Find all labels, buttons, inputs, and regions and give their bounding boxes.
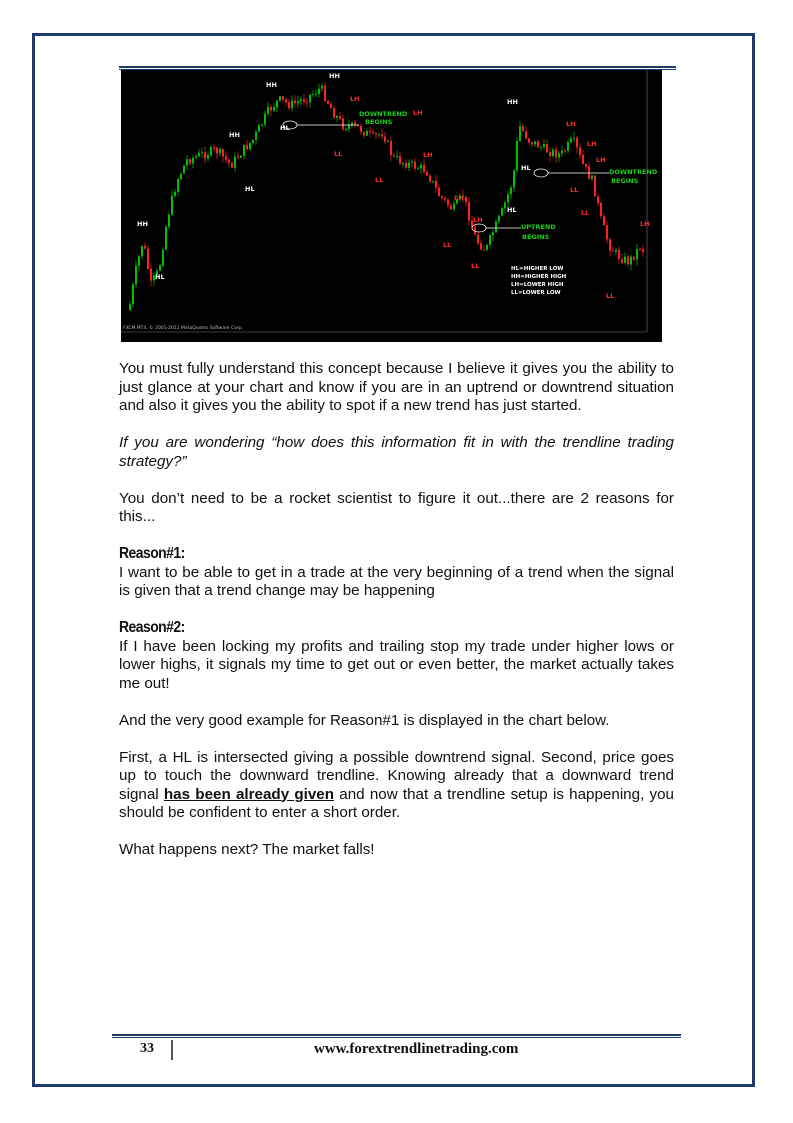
- candle-body: [240, 156, 242, 158]
- candle-body: [282, 96, 284, 99]
- candle-body: [612, 251, 614, 252]
- candle-body: [381, 134, 383, 136]
- candle-body: [168, 215, 170, 227]
- candle-body: [225, 156, 227, 159]
- question-italic: If you are wondering “how does this information fit in with the trendline trading strategy?”: [119, 434, 674, 470]
- uptrend-annotation-b: BEGINS: [522, 233, 550, 241]
- paragraph-explanation: [119, 749, 674, 823]
- candle-body: [234, 157, 236, 168]
- candle-body: [192, 158, 194, 164]
- candle-body: [624, 257, 626, 263]
- candle-body: [546, 144, 548, 152]
- candle-body: [432, 181, 434, 182]
- candle-body: [258, 125, 260, 132]
- swing-label: HL: [521, 164, 531, 172]
- swing-label: LH: [640, 220, 650, 228]
- candle-body: [366, 131, 368, 136]
- swing-label: LL: [443, 241, 452, 249]
- candle-body: [516, 141, 518, 171]
- downtrend-annotation-1a: DOWNTREND: [359, 110, 408, 118]
- candle-body: [492, 232, 494, 235]
- candle-body: [360, 126, 362, 132]
- candle-body: [519, 126, 521, 141]
- candle-body: [213, 147, 215, 148]
- legend-item-hl: HL=HIGHER LOW: [511, 266, 564, 272]
- candle-body: [504, 202, 506, 208]
- candle-body: [480, 243, 482, 249]
- candle-body: [639, 249, 641, 250]
- candle-body: [267, 107, 269, 114]
- candle-body: [627, 257, 629, 265]
- downtrend-annotation-2b: BEGINS: [611, 177, 639, 185]
- candle-body: [216, 148, 218, 154]
- article-body: [119, 360, 674, 878]
- candle-body: [540, 147, 542, 148]
- candle-body: [231, 163, 233, 168]
- candle-body: [495, 222, 497, 233]
- candle-body: [393, 155, 395, 156]
- candle-body: [417, 168, 419, 169]
- footer-website: www.forextrendlinetrading.com: [314, 1041, 519, 1057]
- reason2-body: If I have been locking my profits and trailing stop my trade under higher lows or lower highs, it signals my time to get out or even better, the market actually takes me out!: [119, 637, 674, 692]
- candle-body: [465, 197, 467, 202]
- candle-body: [249, 143, 251, 149]
- candle-body: [309, 95, 311, 102]
- candle-body: [537, 141, 539, 147]
- candle-body: [384, 136, 386, 141]
- candle-body: [174, 192, 176, 196]
- candle-body: [573, 138, 575, 139]
- swing-labels: [137, 72, 650, 300]
- candle-body: [510, 188, 512, 195]
- candle-body: [429, 176, 431, 182]
- candle-body: [552, 150, 554, 156]
- candle-body: [402, 163, 404, 164]
- swing-label: LH: [473, 216, 483, 224]
- candle-body: [396, 156, 398, 157]
- explanation-part-a: First, a HL is intersected giving a possible downtrend signal. Second, price goes up to touch the downward trendline. Knowing already that a downward trend signal: [119, 748, 674, 803]
- candle-body: [618, 250, 620, 259]
- candle-body: [171, 196, 173, 215]
- candle-body: [525, 131, 527, 138]
- candle-body: [315, 94, 317, 95]
- candle-body: [405, 163, 407, 168]
- swing-label: LH: [350, 95, 360, 103]
- swing-label: LL: [375, 176, 384, 184]
- swing-label: HL: [155, 273, 165, 281]
- candle-body: [297, 101, 299, 103]
- reason1-body: I want to be able to get in a trade at the very beginning of a trend when the signal is given that a trend change may be happening: [119, 563, 674, 599]
- swing-label: LH: [413, 109, 423, 117]
- candle-body: [447, 200, 449, 206]
- swing-label: LH: [587, 140, 597, 148]
- swing-label: LH: [454, 194, 464, 202]
- candle-body: [615, 250, 617, 252]
- swing-label: LL: [471, 262, 480, 270]
- candle-body: [327, 101, 329, 104]
- candle-body: [507, 194, 509, 202]
- candle-body: [501, 208, 503, 215]
- candle-body: [438, 188, 440, 196]
- candle-body: [264, 114, 266, 125]
- legend-item-hh: HH=HIGHER HIGH: [511, 274, 567, 280]
- candle-body: [342, 118, 344, 129]
- candle-body: [336, 116, 338, 118]
- candle-body: [609, 239, 611, 250]
- candle-body: [348, 125, 350, 129]
- chart-canvas: [121, 70, 662, 342]
- legend-item-ll: LL=LOWER LOW: [511, 290, 561, 296]
- swing-label: LH: [596, 156, 606, 164]
- candle-body: [483, 249, 485, 250]
- swing-label: HL: [280, 124, 290, 132]
- paragraph-conclusion: What happens next? The market falls!: [119, 841, 375, 858]
- footer-rule: [112, 1034, 681, 1038]
- downtrend-annotation-2a: DOWNTREND: [609, 168, 658, 176]
- swing-label: LL: [334, 150, 343, 158]
- candle-body: [147, 249, 149, 269]
- swing-label: LL: [581, 209, 590, 217]
- candle-body: [180, 174, 182, 180]
- candle-body: [387, 141, 389, 142]
- paragraph-example: And the very good example for Reason#1 is displayed in the chart below.: [119, 711, 610, 729]
- swing-label: LL: [606, 292, 615, 300]
- candle-body: [630, 257, 632, 265]
- candle-body: [543, 144, 545, 147]
- candle-body: [201, 152, 203, 153]
- annotation-lines: [283, 121, 609, 232]
- candle-body: [420, 165, 422, 169]
- candle-body: [594, 175, 596, 196]
- swing-label: LL: [570, 186, 579, 194]
- candle-body: [261, 124, 263, 125]
- uptrend-annotation-a: UPTREND: [521, 223, 556, 231]
- candle-body: [222, 149, 224, 156]
- candle-body: [132, 285, 134, 305]
- annotation-oval: [534, 169, 548, 177]
- candle-body: [450, 205, 452, 209]
- candle-body: [621, 259, 623, 263]
- candle-body: [177, 179, 179, 192]
- candle-body: [165, 227, 167, 250]
- candle-body: [363, 132, 365, 136]
- candle-body: [330, 104, 332, 109]
- candle-body: [534, 141, 536, 144]
- candle-body: [600, 203, 602, 216]
- swing-label: LH: [566, 120, 576, 128]
- candle-body: [567, 142, 569, 151]
- reason2-heading: Reason#2:: [119, 619, 185, 636]
- swing-label: LH: [423, 151, 433, 159]
- candle-body: [555, 150, 557, 158]
- candle-body: [129, 304, 131, 310]
- candle-body: [477, 235, 479, 244]
- page-number: 33: [140, 1041, 154, 1056]
- candle-body: [636, 249, 638, 260]
- emphasis-already-given: has been already given: [163, 785, 335, 803]
- candle-body: [135, 266, 137, 285]
- candle-body: [300, 99, 302, 101]
- candle-body: [375, 133, 377, 134]
- candle-body: [204, 152, 206, 158]
- candle-body: [561, 150, 563, 153]
- candle-body: [558, 153, 560, 157]
- candle-body: [642, 249, 644, 252]
- candle-body: [531, 142, 533, 144]
- candle-body: [291, 101, 293, 108]
- candle-body: [219, 149, 221, 153]
- candle-body: [210, 147, 212, 155]
- candle-body: [276, 101, 278, 108]
- candle-body: [435, 181, 437, 188]
- candle-body: [138, 256, 140, 266]
- swing-label: HH: [329, 72, 340, 80]
- candle-body: [528, 138, 530, 142]
- candle-body: [486, 245, 488, 250]
- candle-body: [198, 153, 200, 156]
- downtrend-annotation-1b: BEGINS: [365, 118, 393, 126]
- candle-body: [597, 196, 599, 203]
- candle-body: [339, 116, 341, 118]
- candle-body: [522, 126, 524, 131]
- paragraph-question: [119, 434, 674, 471]
- candle-body: [162, 250, 164, 266]
- candle-body: [306, 102, 308, 103]
- candle-body: [354, 123, 356, 125]
- swing-label: HH: [137, 220, 148, 228]
- candle-body: [288, 102, 290, 108]
- candle-body: [372, 132, 374, 133]
- candle-body: [324, 86, 326, 101]
- explanation-part-b: and now that a trendline setup is happening, you should be confident to enter a short order.: [119, 785, 675, 821]
- candle-body: [186, 159, 188, 165]
- candle-body: [369, 131, 371, 132]
- candle-body: [414, 162, 416, 169]
- candle-body: [570, 138, 572, 142]
- candle-body: [321, 86, 323, 89]
- candle-body: [585, 164, 587, 166]
- candle-body: [489, 235, 491, 245]
- candle-body: [294, 101, 296, 103]
- candle-body: [606, 225, 608, 239]
- candle-body: [513, 170, 515, 187]
- candle-body: [159, 265, 161, 270]
- candle-body: [603, 216, 605, 225]
- candle-body: [345, 129, 347, 130]
- candle-body: [273, 107, 275, 110]
- candle-body: [426, 172, 428, 176]
- candle-body: [195, 156, 197, 158]
- candle-body: [378, 134, 380, 135]
- candle-body: [150, 269, 152, 281]
- candle-body: [444, 198, 446, 200]
- candle-body: [144, 246, 146, 249]
- candle-body: [399, 156, 401, 163]
- candle-body: [579, 147, 581, 154]
- candle-body: [243, 145, 245, 156]
- paragraph-concept: You must fully understand this concept because I believe it gives you the ability to just glance at your chart and know if you are in an uptrend or downtrend situation and also it gives you the ability to spot if a new trend has just started.: [119, 360, 674, 414]
- candle-body: [252, 140, 254, 143]
- candle-body: [141, 246, 143, 256]
- candle-body: [303, 99, 305, 101]
- swing-label: HH: [266, 81, 277, 89]
- candle-body: [279, 96, 281, 100]
- reason1-heading: Reason#1:: [119, 545, 185, 562]
- candle-body: [318, 89, 320, 94]
- candle-body: [423, 165, 425, 172]
- candle-body: [228, 160, 230, 163]
- candle-body: [333, 108, 335, 118]
- swing-label: HH: [229, 131, 240, 139]
- page-number-separator: [171, 1040, 173, 1060]
- candle-body: [270, 107, 272, 110]
- candle-body: [246, 145, 248, 149]
- swing-label: HH: [507, 98, 518, 106]
- candle-body: [207, 155, 209, 158]
- legend-item-lh: LH=LOWER HIGH: [511, 282, 564, 288]
- candle-body: [411, 162, 413, 163]
- candle-body: [498, 216, 500, 222]
- candle-body: [189, 159, 191, 163]
- candle-body: [285, 100, 287, 103]
- candle-body: [582, 155, 584, 164]
- candle-body: [468, 202, 470, 221]
- chart-copyright: FXCM MT4, © 2001-2011 MetaQuotes Software Corp.: [123, 326, 243, 331]
- candle-body: [312, 94, 314, 95]
- candle-body: [549, 152, 551, 156]
- candle-body: [255, 132, 257, 140]
- candle-body: [390, 141, 392, 155]
- price-chart: [121, 70, 662, 342]
- candle-body: [576, 138, 578, 148]
- candle-body: [564, 150, 566, 151]
- candle-body: [408, 163, 410, 168]
- candle-body: [183, 166, 185, 174]
- candle-body: [591, 175, 593, 178]
- swing-label: HL: [507, 206, 517, 214]
- paragraph-reasons-intro: You don’t need to be a rocket scientist to figure it out...there are 2 reasons for this...: [119, 489, 674, 525]
- candle-body: [237, 157, 239, 158]
- candle-body: [453, 204, 455, 210]
- candle-body: [441, 196, 443, 198]
- swing-label: HL: [245, 185, 255, 193]
- candle-body: [633, 257, 635, 260]
